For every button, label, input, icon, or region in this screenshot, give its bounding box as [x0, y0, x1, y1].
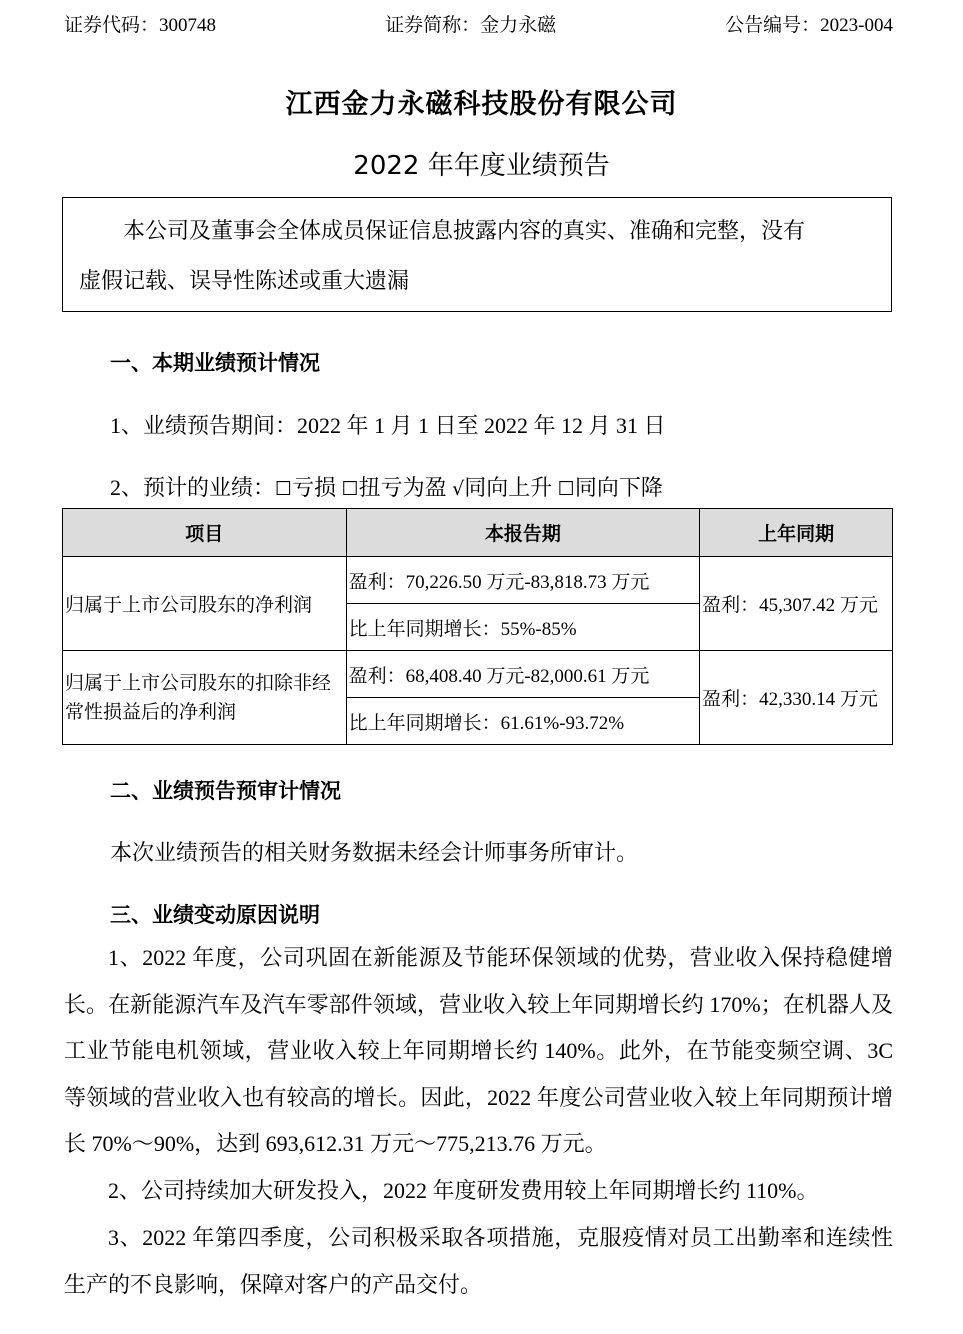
document-title: 2022 年年度业绩预告: [353, 151, 610, 181]
document-header: [64, 10, 893, 38]
current-growth: 比上年同期增长：61.61%-93.72%: [346, 698, 700, 745]
option-decrease: ☐同向下降: [557, 475, 663, 500]
reason-paragraph-3: 3、2022 年第四季度，公司积极采取各项措施，克服疫情对员工出勤率和连续性生产的不良影响，保障对客户的产品交付。: [64, 1225, 893, 1297]
col-header-current: 本报告期: [346, 509, 700, 557]
row-item: 归属于上市公司股东的净利润: [63, 557, 347, 651]
checkmark-icon: √: [452, 478, 465, 500]
current-growth: 比上年同期增长：55%-85%: [346, 604, 700, 651]
reason-paragraph-2: 2、公司持续加大研发投入，2022 年度研发费用较上年同期增长约 110%。: [108, 1178, 819, 1203]
current-profit: 盈利：68,408.40 万元-82,000.61 万元: [346, 651, 700, 698]
prior-profit: 盈利：42,330.14 万元: [700, 651, 893, 745]
row-item: 归属于上市公司股东的扣除非经常性损益后的净利润: [63, 651, 347, 745]
checkbox-icon: ☐: [275, 478, 293, 500]
disclaimer-line-2: 虚假记载、误导性陈述或重大遗漏: [79, 268, 410, 293]
col-header-prior: 上年同期: [700, 509, 893, 557]
section-1-heading: 一、本期业绩预计情况: [110, 351, 320, 375]
current-profit: 盈利：70,226.50 万元-83,818.73 万元: [346, 557, 700, 604]
option-increase: √同向上升: [452, 475, 553, 500]
forecast-table: [62, 508, 893, 745]
forecast-type-label: 2、预计的业绩：: [110, 475, 276, 500]
disclaimer-box: [62, 197, 892, 312]
security-short-name: 证券简称：金力永磁: [385, 15, 557, 36]
forecast-period: 1、业绩预告期间：2022 年 1 月 1 日至 2022 年 12 月 31 日: [110, 413, 666, 438]
table-row: [63, 557, 893, 604]
forecast-type-line: [110, 471, 663, 502]
notice-number: 公告编号：2023-004: [725, 15, 893, 36]
audit-statement: 本次业绩预告的相关财务数据未经会计师事务所审计。: [110, 840, 639, 865]
option-loss: ☐亏损: [275, 475, 337, 500]
section-2-heading: 二、业绩预告预审计情况: [110, 779, 341, 803]
table-header-row: [63, 509, 893, 557]
checkbox-icon: ☐: [341, 478, 359, 500]
reason-paragraph-1: 1、2022 年度，公司巩固在新能源及节能环保领域的优势，营业收入保持稳健增长。在新能源汽车及汽车零部件领域，营业收入较上年同期增长约 170%；在机器人及工业节能电机领域，营业收入较上年同期增长约 140%。此外，在节能变频空调、3C 等领域的营业收入也有较高的增长。因此，2022 年度公司营业收入较上年同期预计增长 70%～90%，达到 693,612.31 万元～775,213.76 万元。: [64, 945, 893, 1156]
col-header-item: 项目: [63, 509, 347, 557]
table-row: [63, 651, 893, 698]
option-turnaround: ☐扭亏为盈: [341, 475, 447, 500]
security-code: 证券代码：300748: [64, 15, 217, 36]
disclaimer-line-1: 本公司及董事会全体成员保证信息披露内容的真实、准确和完整，没有: [123, 218, 806, 243]
prior-profit: 盈利：45,307.42 万元: [700, 557, 893, 651]
checkbox-icon: ☐: [557, 478, 575, 500]
company-name: 江西金力永磁科技股份有限公司: [285, 89, 678, 120]
section-3-heading: 三、业绩变动原因说明: [110, 903, 320, 927]
